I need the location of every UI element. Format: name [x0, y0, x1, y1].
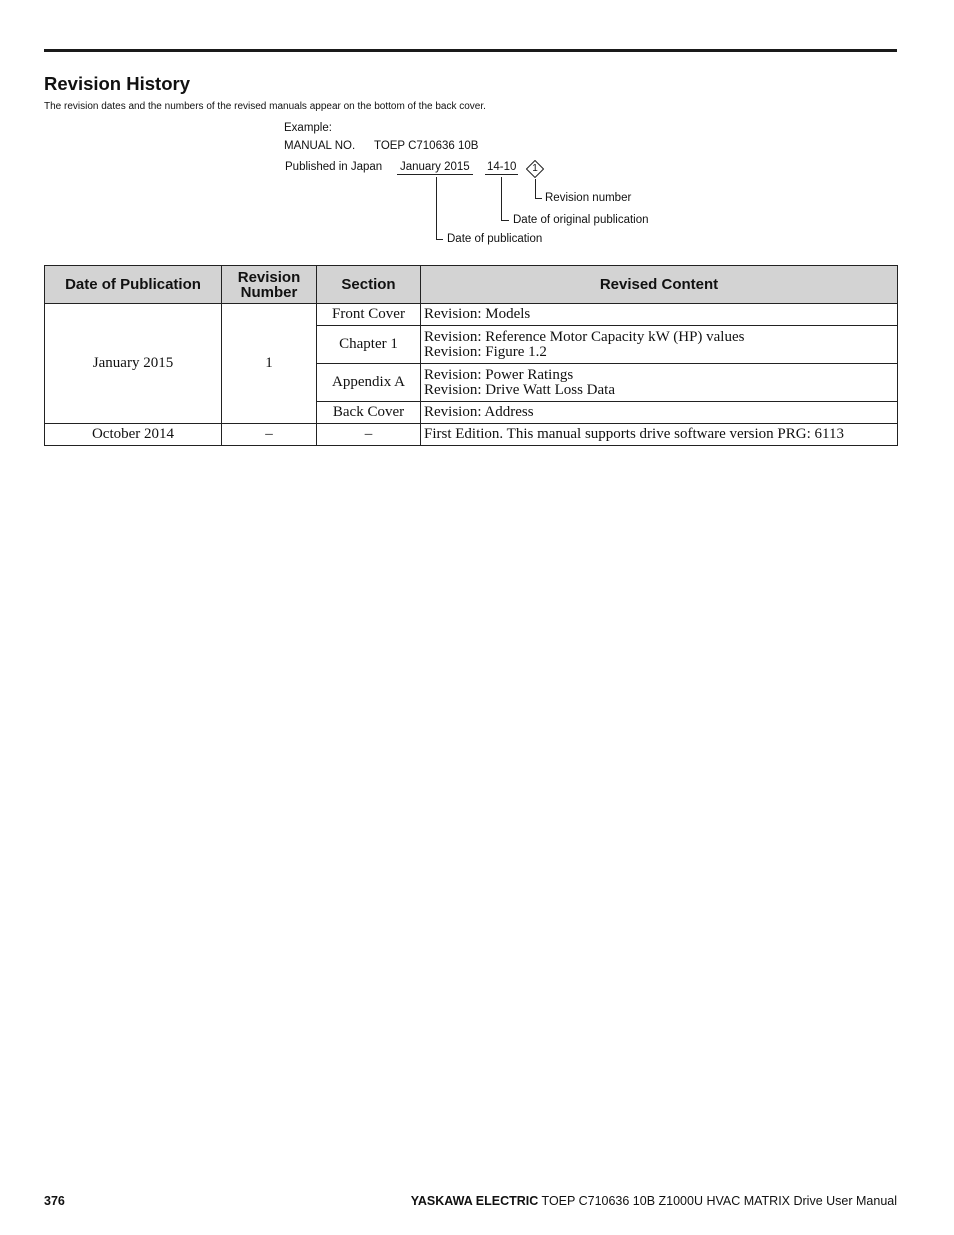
- cell-section: –: [317, 424, 421, 446]
- header-revised-content: Revised Content: [421, 266, 898, 304]
- content-line: Revision: Drive Watt Loss Data: [424, 381, 615, 398]
- header-date-of-publication: Date of Publication: [45, 266, 222, 304]
- table-header-row: [45, 266, 898, 304]
- cell-content: [421, 364, 898, 402]
- cell-content: [421, 304, 898, 326]
- example-date-of-publication: January 2015: [397, 161, 473, 175]
- example-label: Example:: [284, 122, 332, 134]
- cell-revision: 1: [222, 304, 317, 424]
- cell-date: January 2015: [45, 304, 222, 424]
- published-label: Published in Japan: [285, 161, 383, 173]
- cell-section: Appendix A: [317, 364, 421, 402]
- table-row: [45, 304, 898, 326]
- example-date-of-original: 14-10: [487, 161, 517, 173]
- cell-section: Back Cover: [317, 402, 421, 424]
- callout-publication: Date of publication: [447, 233, 543, 245]
- header-revision-line1: Revision: [237, 268, 301, 286]
- footer-manual-title: TOEP C710636 10B Z1000U HVAC MATRIX Drive User Manual: [541, 1194, 897, 1208]
- manual-no-value: TOEP C710636 10B: [374, 140, 479, 152]
- example-revision-number: 1: [532, 163, 538, 174]
- revision-table: [44, 265, 898, 446]
- content-line: Revision: Address: [424, 404, 534, 420]
- top-rule: [44, 49, 897, 52]
- header-revision-number: [222, 266, 317, 304]
- callout-publication-tick: [436, 239, 443, 240]
- content-line: Revision: Figure 1.2: [424, 343, 547, 360]
- content-line: Revision: Power Ratings: [424, 366, 574, 383]
- cell-section: Chapter 1: [317, 326, 421, 364]
- callout-original-line: [501, 177, 502, 221]
- header-revision-line2: Number: [240, 283, 298, 301]
- table-row: [45, 424, 898, 446]
- cell-content: First Edition. This manual supports drive software version PRG: 6113: [421, 424, 898, 446]
- callout-revision-tick: [535, 198, 542, 199]
- manual-no-label: MANUAL NO.: [284, 140, 356, 152]
- cell-content: [421, 402, 898, 424]
- cell-revision: –: [222, 424, 317, 446]
- callout-original-tick: [501, 220, 509, 221]
- callout-revision-number: Revision number: [545, 192, 632, 204]
- cell-date: October 2014: [45, 424, 222, 446]
- cell-section: Front Cover: [317, 304, 421, 326]
- content-line: Revision: Models: [424, 306, 531, 322]
- footer-brand: YASKAWA ELECTRIC: [410, 1194, 539, 1208]
- intro-text: The revision dates and the numbers of the revised manuals appear on the bottom of the back cover.: [44, 101, 486, 112]
- callout-publication-line: [436, 177, 437, 240]
- callout-original-publication: Date of original publication: [513, 214, 649, 226]
- page-number: 376: [44, 1194, 65, 1208]
- cell-content: [421, 326, 898, 364]
- footer: [411, 1194, 897, 1208]
- callout-revision-line: [535, 179, 536, 199]
- header-section: Section: [317, 266, 421, 304]
- content-line: Revision: Reference Motor Capacity kW (HP) values: [424, 328, 745, 345]
- page-title: Revision History: [44, 73, 190, 94]
